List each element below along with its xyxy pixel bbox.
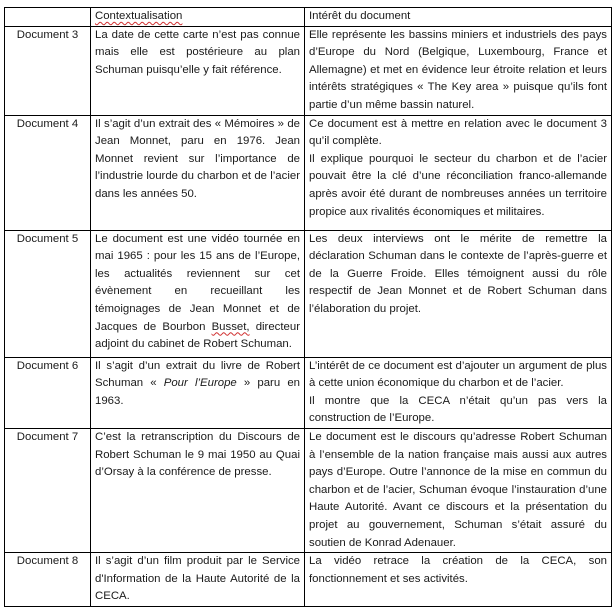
- context-text: directeur adjoint du cabinet de Robert Schuman.: [95, 320, 301, 351]
- header-contextualisation-text: Contextualisation: [95, 10, 183, 22]
- interest-cell: [305, 230, 612, 357]
- interest-paragraph: La vidéo retrace la création de la CECA, son fonctionnement et ses activités.: [309, 555, 607, 585]
- context-cell: [91, 230, 305, 357]
- context-text: Le document est une vidéo tournée en mai 1965 : pour les 15 ans de l’Europe, les actualités reviennent sur cet évènement en recueillant les témoignages de Jean Monnet et de Jacques de Bourbon: [95, 232, 300, 333]
- context-cell: Il s’agit d’un extrait des « Mémoires » de Jean Monnet, paru en 1976. Jean Monnet revient sur l’importance de l’industrie lourde du charbon et de l’acier dans les années 50.: [91, 115, 305, 230]
- row-label: Document 6: [5, 357, 91, 428]
- document-analysis-table: [4, 7, 612, 607]
- context-flagged-word: Busset,: [211, 320, 250, 333]
- interest-paragraph: L’intérêt de ce document est d’ajouter un argument de plus à cette union économique du charbon et de l’acier.: [309, 359, 607, 390]
- context-cell: [91, 357, 305, 428]
- interest-cell: [305, 553, 612, 607]
- interest-cell: [305, 26, 612, 115]
- interest-cell: [305, 357, 612, 428]
- book-title: Pour l’Europe: [163, 377, 237, 390]
- header-interet: Intérêt du document: [305, 8, 612, 27]
- table-row: [5, 357, 612, 428]
- context-text: » paru en 1963.: [95, 377, 300, 407]
- row-label: Document 5: [5, 230, 91, 357]
- interest-paragraph: Les deux interviews ont le mérite de remettre la déclaration Schuman dans le contexte de l’après-guerre et de la Guerre Froide. Elles témoignent aussi du rôle respectif de Jean Monnet et de Robert Schuman dans l’élaboration du projet.: [309, 232, 607, 315]
- context-cell: La date de cette carte n’est pas connue mais elle est postérieure au plan Schuman puisqu’elle y fait référence.: [91, 26, 305, 115]
- interest-paragraph: Il montre que la CECA n’était qu’un pas vers la construction de l’Europe.: [309, 394, 607, 425]
- interest-cell: [305, 115, 612, 230]
- table-row: [5, 115, 612, 230]
- context-cell: Il s’agit d’un film produit par le Service d'Information de la Haute Autorité de la CECA.: [91, 553, 305, 607]
- interest-paragraph: Il explique pourquoi le secteur du charbon et de l’acier pouvait être la clé d’une réconciliation franco-allemande après avoir été durant de nombreuses années un territoire propice aux rivalités économiques et militaires.: [309, 152, 607, 218]
- table-row: [5, 230, 612, 357]
- context-text: Il s’agit d’un extrait du livre de Robert Schuman «: [95, 359, 300, 390]
- interest-paragraph: Ce document est à mettre en relation avec le document 3 qu’il complète.: [309, 117, 607, 148]
- table-row: [5, 553, 612, 607]
- context-cell: C’est la retranscription du Discours de Robert Schuman le 9 mai 1950 au Quai d’Orsay à la conférence de presse.: [91, 428, 305, 552]
- header-contextualisation: [91, 8, 305, 27]
- interest-cell: [305, 428, 612, 552]
- table-row: [5, 26, 612, 115]
- interest-paragraph: Elle représente les bassins miniers et industriels des pays d’Europe du Nord (Belgique, Luxembourg, France et Allemagne) et met en évidence leur étroite relation et leurs intérêts stratégiques « The Key area » puisque qu’ils font partie d’un même bassin naturel.: [309, 28, 607, 111]
- header-empty-cell: [5, 8, 91, 27]
- table-row: [5, 428, 612, 552]
- row-label: Document 7: [5, 428, 91, 552]
- row-label: Document 4: [5, 115, 91, 230]
- table-header-row: [5, 8, 612, 27]
- row-label: Document 3: [5, 26, 91, 115]
- interest-paragraph: Le document est le discours qu’adresse Robert Schuman à l’ensemble de la nation française mais aussi aux autres pays d’Europe. Outre l’annonce de la mise en commun du charbon et de l’acier, Schuman évoque l’instauration d’une Haute Autorité. Avant ce discours et la présentation du projet au gouvernement, Schuman s’était assuré du soutien de Konrad Adenauer.: [309, 430, 607, 549]
- row-label: Document 8: [5, 553, 91, 607]
